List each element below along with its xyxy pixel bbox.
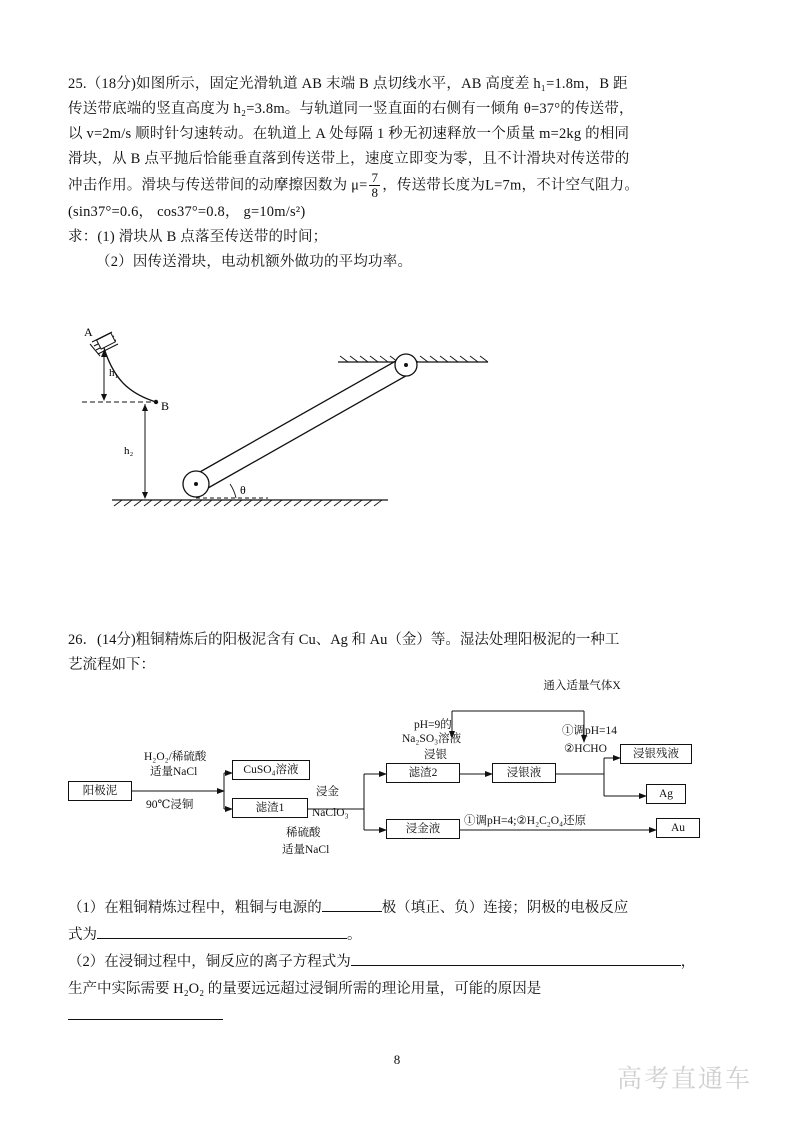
page-number: 8 bbox=[393, 1052, 401, 1067]
q25-line-5-suffix: ，传送带长度为L=7m，不计空气阻力。 bbox=[382, 177, 640, 194]
q26-sub2-text-c: 生产中实际需要 H₂O₂ 的量要远远超过浸铜所需的理论用量，可能的原因是 bbox=[68, 981, 542, 997]
box-residue-1: 滤渣1 bbox=[232, 798, 308, 818]
q25-line-3: 以 v=2m/s 顺时针匀速转动。在轨道上 A 处每隔 1 秒无初速释放一个质量 m=2kg 的相同 bbox=[68, 126, 630, 142]
label-gas-x: 通入适量气体X bbox=[543, 680, 621, 692]
flowchart-lines bbox=[64, 678, 736, 893]
box-residue-2: 滤渣2 bbox=[386, 763, 460, 783]
q26-line-1: 26．(14分)粗铜精炼后的阳极泥含有 Cu、Ag 和 Au（金）等。湿法处理阳极泥的一种工 bbox=[68, 632, 620, 648]
point-b-label: B bbox=[161, 399, 170, 413]
box-cuso4-solution: CuSO₄溶液 bbox=[232, 760, 310, 780]
physics-diagram bbox=[68, 320, 508, 530]
box-silver-leach-liquid: 浸银液 bbox=[492, 763, 556, 783]
q25-line-4: 滑块，从 B 点平抛后恰能垂直落到传送带上，速度立即变为零，且不计滑块对传送带的 bbox=[68, 151, 630, 167]
label-reagent-nacl: 适量NaCl bbox=[150, 766, 198, 778]
q25-line-2: 传送带底端的竖直高度为 h₂=3.8m。与轨道同一竖直面的右侧有一倾角 θ=37°的传送带， bbox=[68, 101, 634, 117]
box-silver-residue: 浸银残液 bbox=[620, 744, 692, 764]
q26-sub1-text-a: （1）在粗铜精炼过程中，粗铜与电源的 bbox=[68, 900, 322, 916]
label-ph9: pH=9的 bbox=[414, 719, 452, 731]
answer-blank-3[interactable] bbox=[351, 965, 681, 966]
answer-blank-4[interactable] bbox=[68, 1003, 223, 1020]
q26-sub1-text-d: 。 bbox=[347, 927, 362, 943]
q25-line-5-prefix: 冲击作用。滑块与传送带间的动摩擦因数为 μ= bbox=[68, 177, 368, 194]
q25-line-1: 25.（18分)如图所示，固定光滑轨道 AB 末端 B 点切线水平，AB 高度差 h₁=1.8m，B 距 bbox=[68, 76, 628, 92]
q26-sub2-text-a: （2）在浸铜过程中，铜反应的离子方程式为 bbox=[68, 954, 351, 970]
q26-sub1-text-b: 极（填正、负）连接；阴极的电极反应 bbox=[381, 900, 629, 916]
label-90c-leach-cu: 90℃浸铜 bbox=[146, 799, 194, 811]
label-hcho: ②HCHO bbox=[564, 743, 607, 755]
point-b-dot bbox=[154, 400, 158, 404]
q25-line-8: （2）因传送滑块，电动机额外做功的平均功率。 bbox=[96, 254, 413, 271]
question-26-subquestions bbox=[68, 895, 736, 1020]
h2-label: h₂ bbox=[124, 445, 134, 457]
q26-line-2: 艺流程如下： bbox=[68, 657, 155, 673]
box-au: Au bbox=[656, 818, 700, 838]
q26-sub1-text-c: 式为 bbox=[68, 927, 97, 943]
q25-line-5 bbox=[68, 172, 728, 200]
friction-numerator: 7 bbox=[371, 170, 379, 185]
label-adjust-ph14: ①调pH=14 bbox=[562, 725, 618, 737]
label-dilute-sulfuric: 稀硫酸 bbox=[286, 827, 321, 839]
label-leach-silver: 浸银 bbox=[424, 749, 447, 761]
q26-sub2-text-b: ， bbox=[680, 954, 696, 970]
answer-blank-1[interactable] bbox=[322, 911, 382, 912]
label-gold-reduction-steps: ①调pH=4;②H₂C₂O₄还原 bbox=[464, 815, 587, 827]
q25-line-6: (sin37°=0.6， cos37°=0.8， g=10m/s²) bbox=[68, 204, 306, 221]
conveyor-belt bbox=[183, 354, 417, 497]
label-reagent-h2o2: H₂O₂/稀硫酸 bbox=[144, 751, 207, 763]
question-26-text bbox=[68, 628, 728, 678]
answer-blank-2[interactable] bbox=[97, 938, 347, 939]
label-nacl-amount: 适量NaCl bbox=[282, 844, 330, 856]
label-naclo3: NaClO₃ bbox=[312, 807, 349, 819]
q25-line-7: 求：(1) 滑块从 B 点落至传送带的时间； bbox=[68, 229, 328, 246]
physics-diagram-svg bbox=[68, 320, 508, 530]
point-a-label: A bbox=[84, 325, 93, 339]
question-25-text bbox=[68, 72, 728, 275]
friction-fraction bbox=[369, 171, 380, 199]
box-anode-mud: 阳极泥 bbox=[68, 781, 132, 801]
box-ag: Ag bbox=[646, 784, 686, 804]
label-na2so3: Na₂SO₃溶液 bbox=[402, 733, 462, 745]
h1-label: h₁ bbox=[109, 367, 119, 379]
h2-arrowhead-top bbox=[142, 404, 148, 411]
box-gold-leach-liquid: 浸金液 bbox=[386, 819, 460, 839]
h1-arrowhead-bottom bbox=[101, 394, 107, 401]
q26-sub1-line2 bbox=[68, 922, 736, 949]
friction-denominator: 8 bbox=[371, 184, 379, 200]
h2-arrowhead-bottom bbox=[142, 492, 148, 499]
watermark: 高考直通车 bbox=[616, 1065, 752, 1093]
q26-sub2-line2 bbox=[68, 976, 736, 1003]
label-leach-gold: 浸金 bbox=[316, 786, 339, 798]
theta-arc bbox=[230, 484, 236, 498]
ground-hatch bbox=[114, 500, 382, 506]
theta-label: θ bbox=[240, 483, 246, 497]
q26-sub1-line1 bbox=[68, 895, 736, 922]
q26-sub2-line1 bbox=[68, 949, 736, 976]
process-flowchart bbox=[64, 678, 736, 893]
